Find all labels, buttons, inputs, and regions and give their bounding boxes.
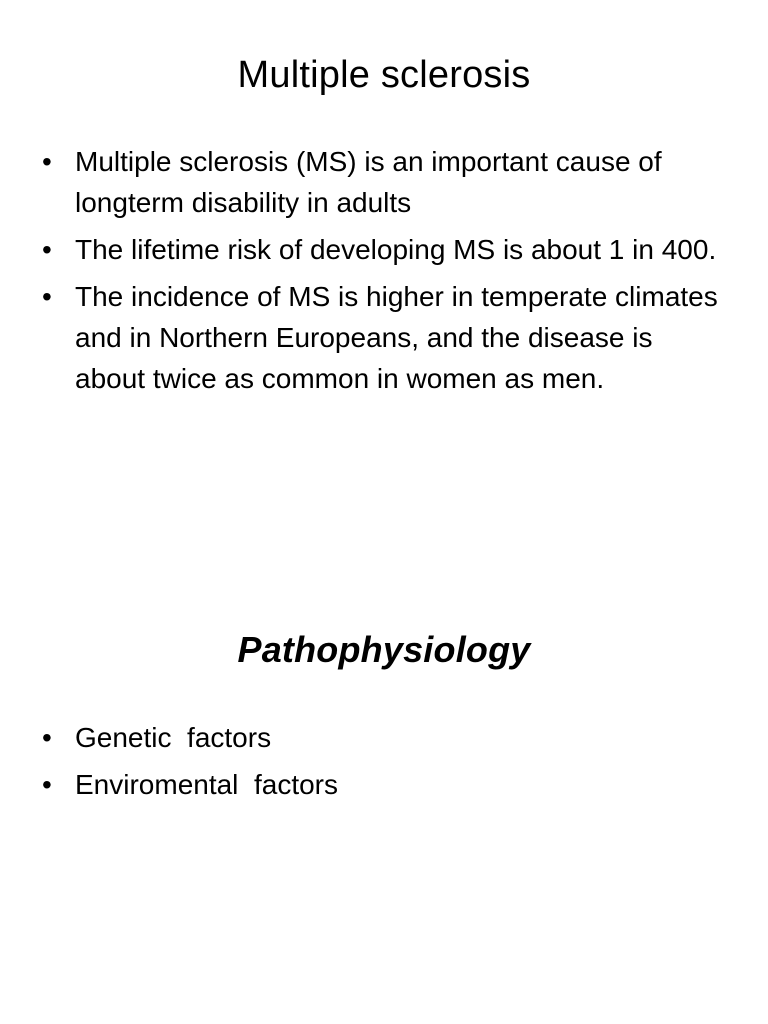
bullet-text: Genetic factors [75,722,272,753]
bullet-item [0,229,768,270]
bullet-item [0,764,768,805]
bullet-text: The lifetime risk of developing MS is about 1 in 400. [75,234,717,265]
bullet-dot-icon: • [42,146,52,177]
section-title-pathophysiology: Pathophysiology [237,629,531,670]
bullet-dot-icon: • [42,234,52,265]
bullet-text: The incidence of MS is higher in temperate climates and in Northern Europeans, and the disease is about twice as common in women as men. [75,281,718,394]
bullet-list-ms-facts [0,141,768,405]
bullet-item [0,141,768,223]
bullet-item [0,276,768,399]
bullet-text: Multiple sclerosis (MS) is an important cause of longterm disability in adults [75,146,662,218]
bullet-dot-icon: • [42,281,52,312]
bullet-text: Enviromental factors [75,769,338,800]
section-title-multiple-sclerosis: Multiple sclerosis [237,54,531,96]
bullet-item [0,717,768,758]
bullet-dot-icon: • [42,769,52,800]
bullet-dot-icon: • [42,722,52,753]
bullet-list-pathophysiology [0,717,768,811]
